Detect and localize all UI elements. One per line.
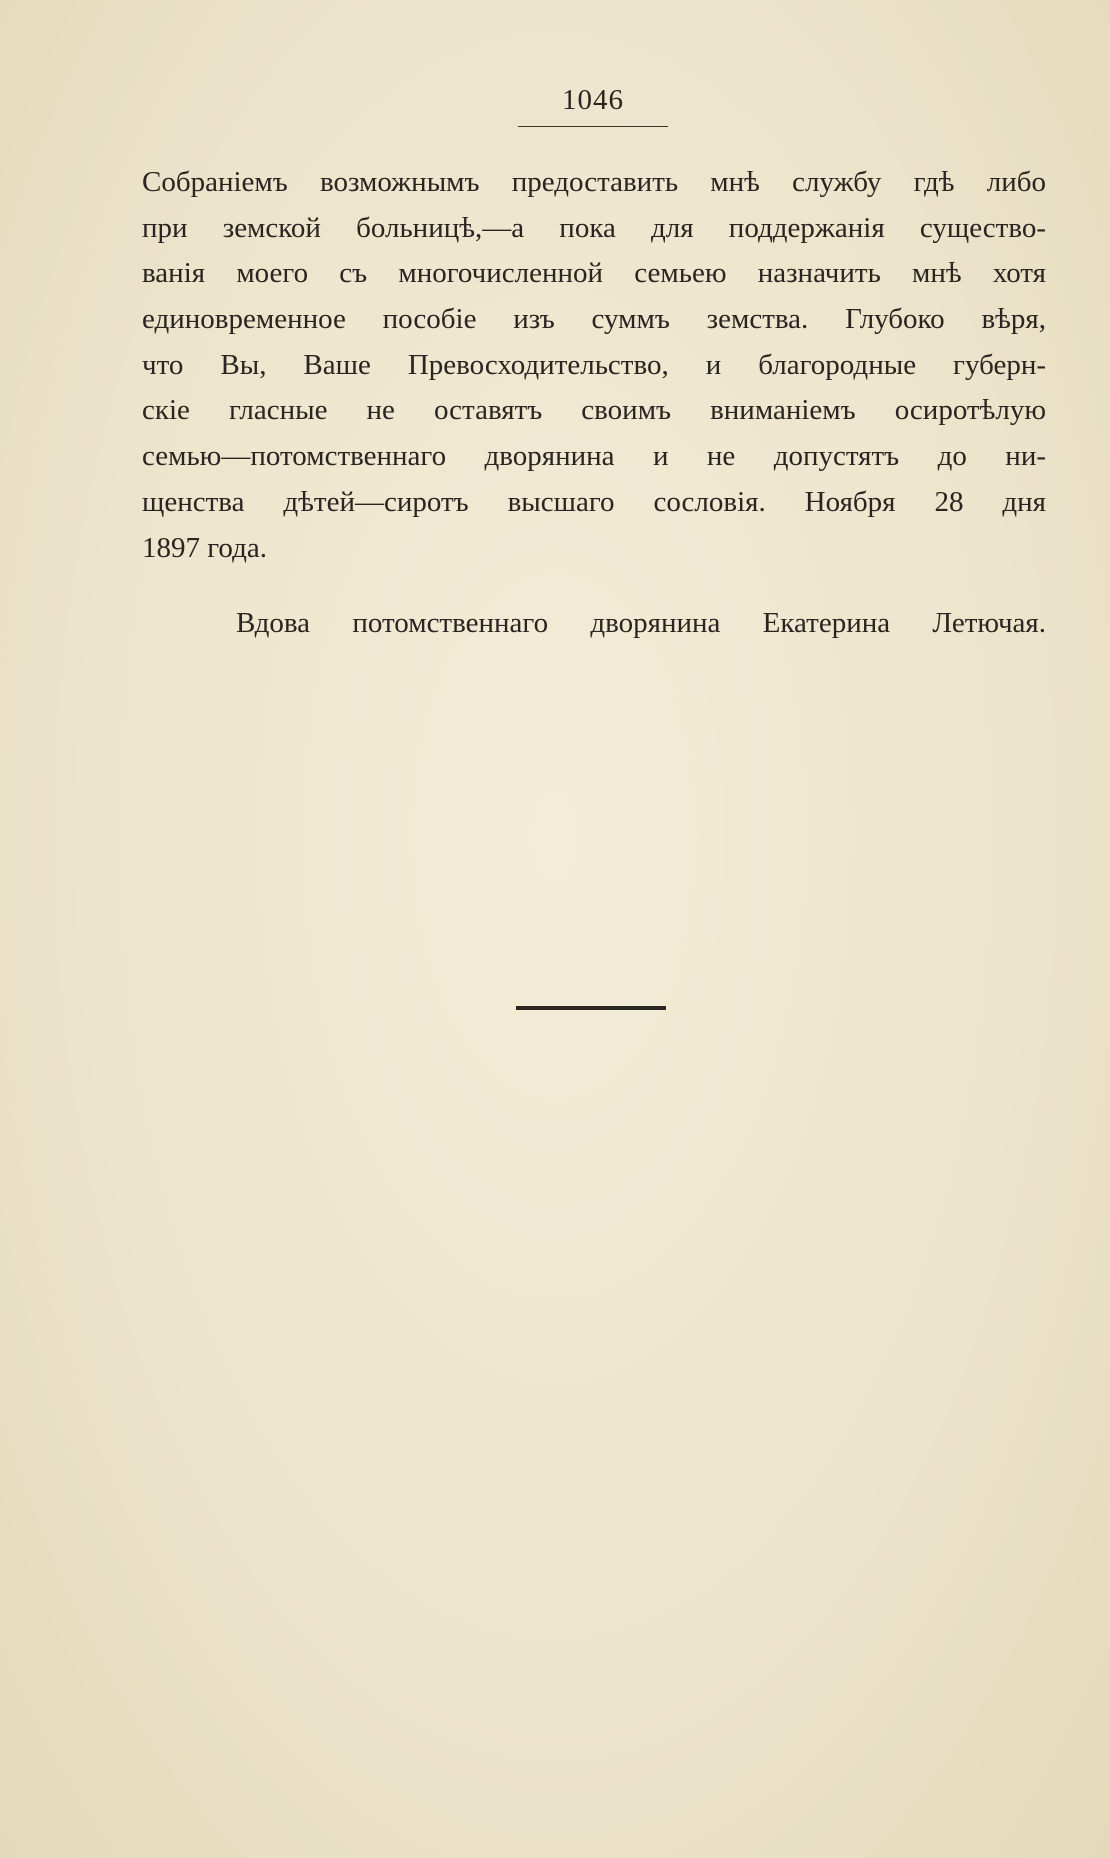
signature-line: Вдова потомственнаго дворянина Екатерина Летючая. <box>236 607 1046 639</box>
text-line-2: при земской больницѣ,—а пока для поддержанія существо- <box>142 211 1046 244</box>
text-line-8: щенства дѣтей—сиротъ высшаго сословія. Ноября 28 дня <box>142 485 1046 518</box>
end-rule <box>516 1006 666 1010</box>
text-line-9: 1897 года. <box>142 531 267 564</box>
text-line-4: единовременное пособіе изъ суммъ земства. Глубоко вѣря, <box>142 303 1046 336</box>
text-line-6: скіе гласные не оставятъ своимъ вниманіемъ осиротѣлую <box>142 394 1046 427</box>
body-paragraph <box>142 160 1046 571</box>
text-line-1: Собраніемъ возможнымъ предоставить мнѣ службу гдѣ либо <box>142 166 1046 198</box>
text-line-7: семью—потомственнаго дворянина и не допустятъ до ни- <box>142 440 1046 473</box>
text-line-3: ванія моего съ многочисленной семьею назначить мнѣ хотя <box>142 257 1046 290</box>
header-rule <box>518 126 668 127</box>
text-line-5: что Вы, Ваше Превосходительство, и благородные губерн- <box>142 348 1046 381</box>
page-number: 1046 <box>562 84 624 116</box>
